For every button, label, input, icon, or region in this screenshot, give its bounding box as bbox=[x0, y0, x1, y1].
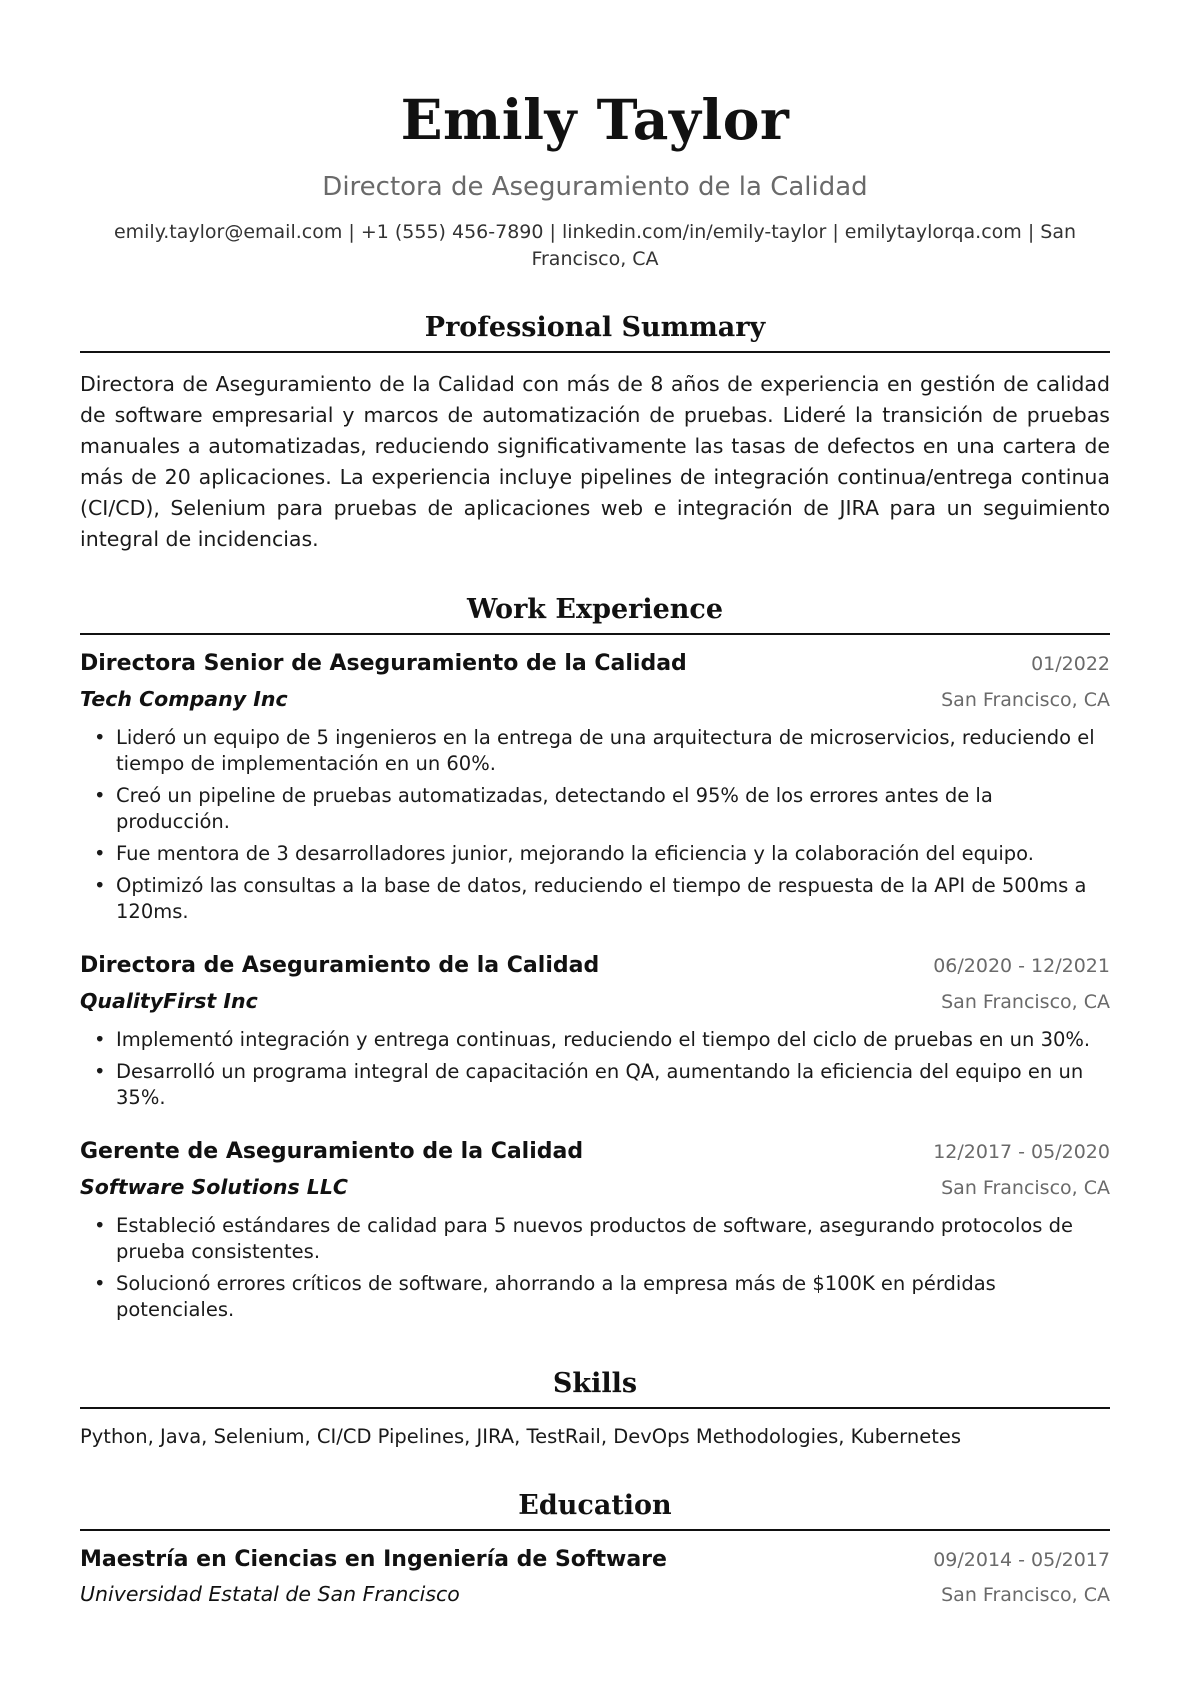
bullet-item bbox=[80, 841, 1110, 867]
bullet-icon: • bbox=[94, 874, 106, 897]
job-title: Gerente de Aseguramiento de la Calidad bbox=[80, 1139, 584, 1164]
job-entry bbox=[80, 951, 1110, 1111]
bullet-item bbox=[80, 1213, 1110, 1265]
bullet-text: Optimizó las consultas a la base de datos, reduciendo el tiempo de respuesta de la API de 500ms a 120ms. bbox=[116, 874, 1087, 923]
bullet-icon: • bbox=[94, 1214, 106, 1237]
job-bullets bbox=[80, 725, 1110, 925]
job-title: Directora Senior de Aseguramiento de la Calidad bbox=[80, 651, 687, 676]
experience-section bbox=[80, 593, 1110, 1323]
company-name: Tech Company Inc bbox=[80, 687, 288, 711]
experience-heading: Work Experience bbox=[80, 593, 1110, 635]
job-entry bbox=[80, 1137, 1110, 1323]
bullet-text: Desarrolló un programa integral de capacitación en QA, aumentando la eficiencia del equipo en un 35%. bbox=[116, 1060, 1084, 1109]
bullet-text: Solucionó errores críticos de software, ahorrando a la empresa más de $100K en pérdidas potenciales. bbox=[116, 1272, 996, 1321]
resume-page bbox=[80, 0, 1110, 1610]
job-title: Directora de Aseguramiento de la Calidad bbox=[80, 953, 600, 978]
job-date: 01/2022 bbox=[1031, 653, 1110, 675]
candidate-name: Emily Taylor bbox=[400, 87, 790, 152]
bullet-item bbox=[80, 873, 1110, 925]
bullet-icon: • bbox=[94, 842, 106, 865]
summary-text: Directora de Aseguramiento de la Calidad con más de 8 años de experiencia en gestión de calidad de software empresarial y marcos de automatización de pruebas. Lideré la transición de pruebas manuales a automatizadas, reduciendo significativamente las tasas de defectos en una cartera de más de 20 aplicaciones. La experiencia incluye pipelines de integración continua/entrega continua (CI/CD), Selenium para pruebas de aplicaciones web e integración de JIRA para un seguimiento integral de incidencias. bbox=[80, 372, 1110, 551]
bullet-icon: • bbox=[94, 1272, 106, 1295]
job-location: San Francisco, CA bbox=[941, 1177, 1110, 1199]
bullet-item bbox=[80, 1059, 1110, 1111]
candidate-title: Directora de Aseguramiento de la Calidad bbox=[322, 172, 868, 202]
education-location: San Francisco, CA bbox=[941, 1584, 1110, 1606]
job-bullets bbox=[80, 1213, 1110, 1323]
bullet-item bbox=[80, 1027, 1110, 1053]
company-name: QualityFirst Inc bbox=[80, 989, 258, 1013]
bullet-text: Lideró un equipo de 5 ingenieros en la entrega de una arquitectura de microservicios, reduciendo el tiempo de implementación en un 60%. bbox=[116, 726, 1095, 775]
summary-heading: Professional Summary bbox=[80, 311, 1110, 353]
job-date: 06/2020 - 12/2021 bbox=[933, 955, 1110, 977]
bullet-icon: • bbox=[94, 1060, 106, 1083]
job-entry bbox=[80, 649, 1110, 925]
bullet-item bbox=[80, 783, 1110, 835]
bullet-icon: • bbox=[94, 784, 106, 807]
education-entry bbox=[80, 1545, 1110, 1610]
job-location: San Francisco, CA bbox=[941, 689, 1110, 711]
job-date: 12/2017 - 05/2020 bbox=[933, 1141, 1110, 1163]
education-date: 09/2014 - 05/2017 bbox=[933, 1549, 1110, 1571]
school-name: Universidad Estatal de San Francisco bbox=[80, 1582, 460, 1606]
bullet-text: Fue mentora de 3 desarrolladores junior, mejorando la eficiencia y la colaboración del equipo. bbox=[116, 842, 1034, 865]
education-section bbox=[80, 1489, 1110, 1610]
company-name: Software Solutions LLC bbox=[80, 1175, 348, 1199]
skills-text: Python, Java, Selenium, CI/CD Pipelines, JIRA, TestRail, DevOps Methodologies, Kubernetes bbox=[80, 1425, 962, 1448]
bullet-text: Estableció estándares de calidad para 5 nuevos productos de software, asegurando protocolos de prueba consistentes. bbox=[116, 1214, 1074, 1263]
bullet-text: Creó un pipeline de pruebas automatizadas, detectando el 95% de los errores antes de la producción. bbox=[116, 784, 993, 833]
job-location: San Francisco, CA bbox=[941, 991, 1110, 1013]
bullet-text: Implementó integración y entrega continuas, reduciendo el tiempo del ciclo de pruebas en un 30%. bbox=[116, 1028, 1091, 1051]
skills-section bbox=[80, 1367, 1110, 1451]
bullet-icon: • bbox=[94, 726, 106, 749]
bullet-icon: • bbox=[94, 1028, 106, 1051]
job-bullets bbox=[80, 1027, 1110, 1111]
bullet-item bbox=[80, 725, 1110, 777]
bullet-item bbox=[80, 1271, 1110, 1323]
summary-section bbox=[80, 311, 1110, 555]
contact-info: emily.taylor@email.com | +1 (555) 456-7890 | linkedin.com/in/emily-taylor | emilytaylorqa.com | San Francisco, CA bbox=[113, 221, 1077, 270]
skills-heading: Skills bbox=[80, 1367, 1110, 1409]
degree-title: Maestría en Ciencias en Ingeniería de Software bbox=[80, 1547, 667, 1572]
education-heading: Education bbox=[80, 1489, 1110, 1531]
